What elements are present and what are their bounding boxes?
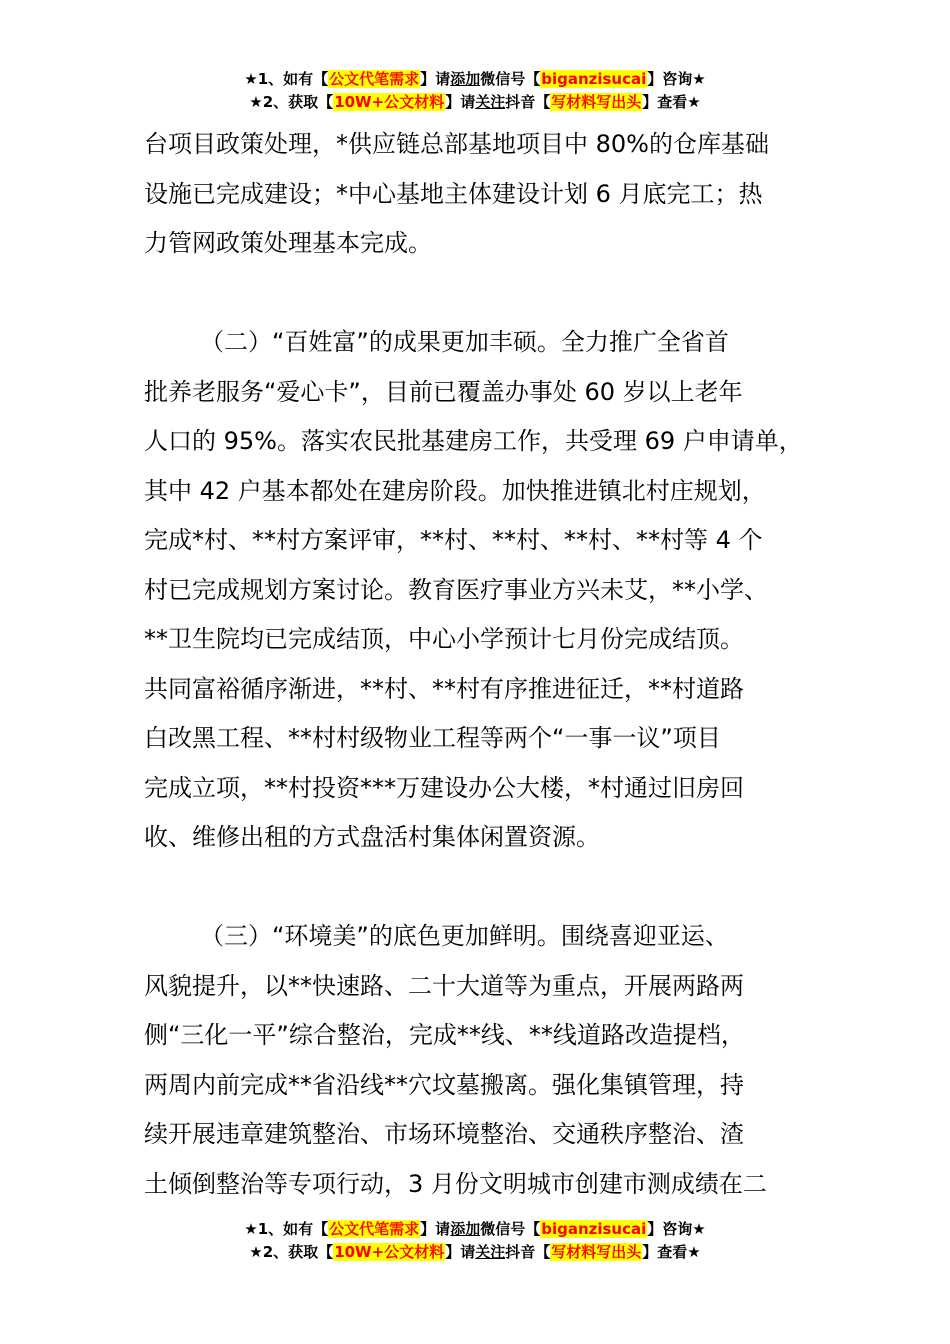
text-line: 完成*村、**村方案评审，**村、**村、**村、**村等 4 个	[144, 526, 763, 554]
promo-text: ★2、获取【	[249, 1243, 334, 1261]
promo-text: ★1、如有【	[244, 70, 329, 88]
promo-highlight: 10W+公文材料	[334, 1243, 445, 1261]
promo-text: ★2、获取【	[249, 93, 334, 111]
text-line: （三）“环境美”的底色更加鲜明。围绕喜迎亚运、	[200, 922, 729, 950]
promo-text: 微信号【	[480, 70, 541, 88]
text-line: 批养老服务“爱心卡”，目前已覆盖办事处 60 岁以上老年	[144, 377, 743, 406]
text-line: 人口的 95%。落实农民批基建房工作，共受理 69 户申请单，	[144, 427, 803, 455]
promo-highlight: biganzisucai	[541, 70, 647, 88]
promo-underline: 添加	[450, 1220, 481, 1238]
promo-line-2	[0, 1241, 950, 1264]
promo-text: ★1、如有【	[244, 1220, 329, 1238]
promo-text: 】查看★	[642, 93, 701, 111]
promo-text: 】请	[445, 1243, 476, 1261]
text-line: 两周内前完成**省沿线**穴坟墓搬离。强化集镇管理，持	[144, 1070, 744, 1099]
document-body	[144, 120, 830, 1209]
bottom-promo-banner	[0, 1218, 950, 1264]
text-line: 收、维修出租的方式盘活村集体闲置资源。	[144, 823, 600, 851]
promo-highlight: 公文代笔需求	[329, 70, 420, 88]
text-line: 村已完成规划方案讨论。教育医疗事业方兴未艾，**小学、	[144, 575, 768, 604]
promo-line-1	[0, 1218, 950, 1241]
promo-highlight: biganzisucai	[541, 1220, 647, 1238]
paragraph-1	[144, 120, 830, 269]
promo-line-2	[0, 91, 950, 114]
text-line: 共同富裕循序渐进，**村、**村有序推进征迁，**村道路	[144, 674, 744, 703]
text-line: 完成立项，**村投资***万建设办公大楼，*村通过旧房回	[144, 773, 744, 802]
promo-highlight: 写材料写出头	[551, 1243, 642, 1261]
paragraph-spacer	[144, 269, 830, 319]
text-line: （二）“百姓富”的成果更加丰硕。全力推广全省首	[200, 328, 729, 356]
promo-highlight: 写材料写出头	[551, 93, 642, 111]
promo-text: 微信号【	[480, 1220, 541, 1238]
text-line: 白改黑工程、**村村级物业工程等两个“一事一议”项目	[144, 724, 721, 752]
top-promo-banner	[0, 68, 950, 114]
paragraph-2	[144, 318, 830, 863]
paragraph-spacer	[144, 863, 830, 913]
promo-underline: 关注	[475, 93, 506, 111]
promo-highlight: 10W+公文材料	[334, 93, 445, 111]
promo-text: 抖音【	[505, 1243, 551, 1261]
text-line: **卫生院均已完成结顶，中心小学预计七月份完成结顶。	[144, 625, 744, 653]
promo-text: 】咨询★	[647, 1220, 706, 1238]
text-line: 续开展违章建筑整治、市场环境整治、交通秩序整治、渣	[144, 1120, 744, 1148]
promo-text: 抖音【	[505, 93, 551, 111]
promo-line-1	[0, 68, 950, 91]
promo-underline: 关注	[475, 1243, 506, 1261]
text-line: 力管网政策处理基本完成。	[144, 229, 432, 257]
promo-text: 】请	[420, 1220, 451, 1238]
promo-text: 】请	[445, 93, 476, 111]
text-line: 其中 42 户基本都处在建房阶段。加快推进镇北村庄规划，	[144, 476, 766, 505]
promo-underline: 添加	[450, 70, 481, 88]
promo-text: 】查看★	[642, 1243, 701, 1261]
promo-highlight: 公文代笔需求	[329, 1220, 420, 1238]
promo-text: 】请	[420, 70, 451, 88]
text-line: 土倾倒整治等专项行动，3 月份文明城市创建市测成绩在二	[144, 1169, 767, 1198]
text-line: 台项目政策处理，*供应链总部基地项目中 80%的仓库基础	[144, 130, 769, 158]
paragraph-3	[144, 912, 830, 1209]
text-line: 侧“三化一平”综合整治，完成**线、**线道路改造提档，	[144, 1021, 745, 1049]
text-line: 设施已完成建设；*中心基地主体建设计划 6 月底完工；热	[144, 179, 763, 208]
text-line: 风貌提升，以**快速路、二十大道等为重点，开展两路两	[144, 971, 744, 1000]
promo-text: 】咨询★	[647, 70, 706, 88]
